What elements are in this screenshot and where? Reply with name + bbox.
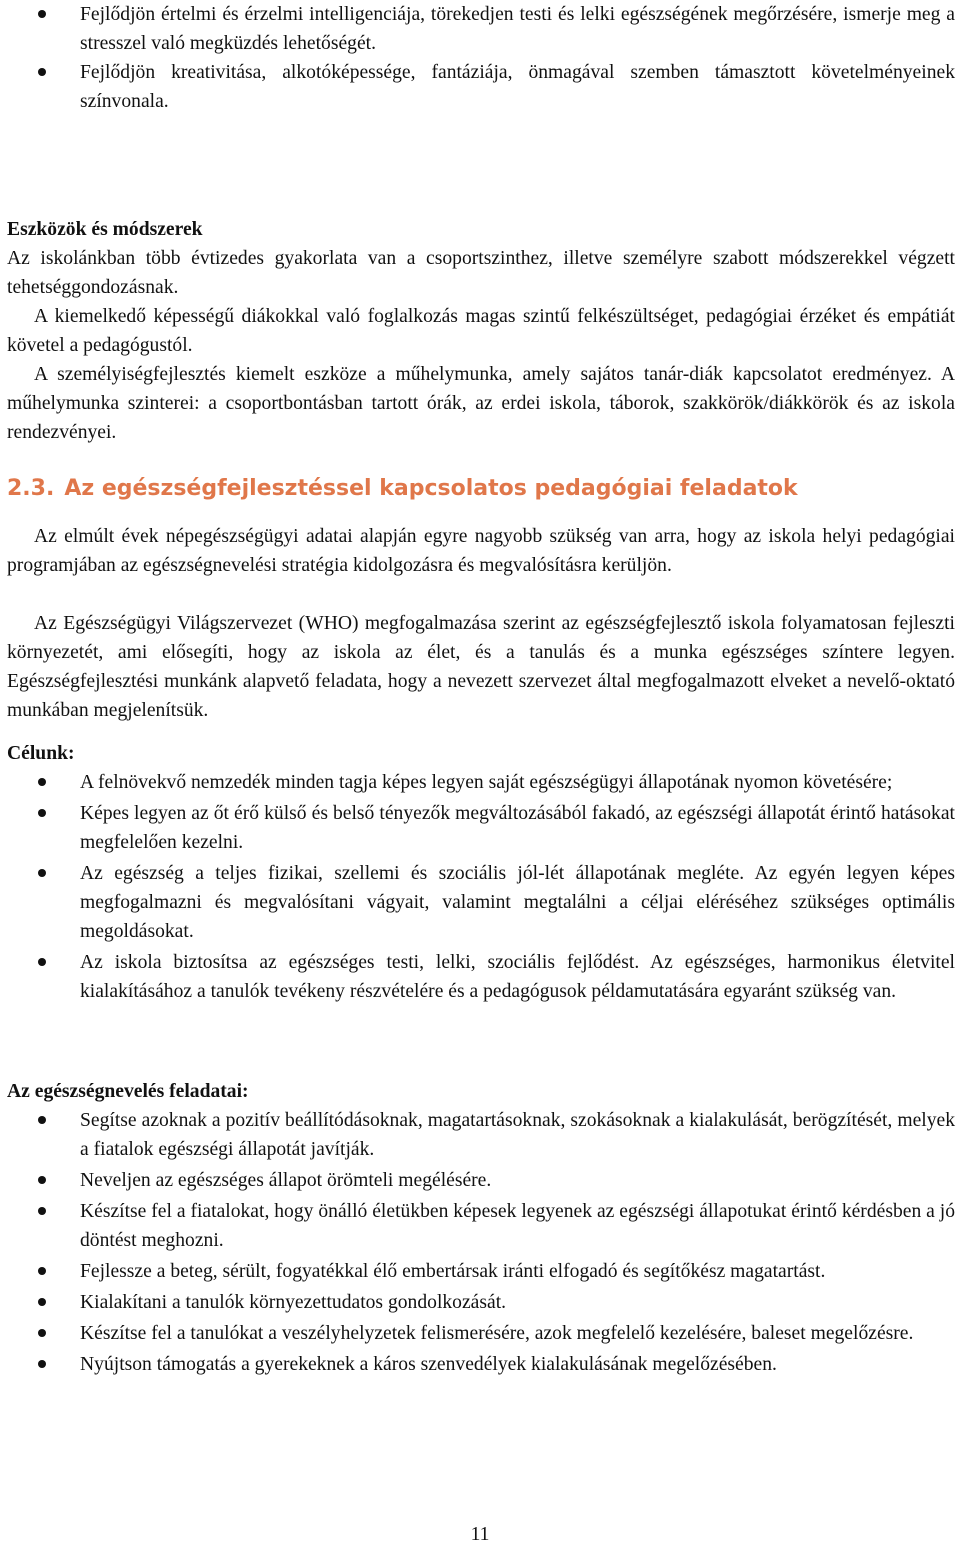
list-item-text: Az egészség a teljes fizikai, szellemi és szociális jól-lét állapotának megléte. Az egyén legyen képes megfogalmazni és megvalósítani vágyait, valamint megtalálni a céljai eléréséhez szükséges optimális megoldásokat. [80, 863, 955, 942]
list-item-text: Kialakítani a tanulók környezettudatos gondolkozását. [80, 1292, 507, 1313]
bullet-icon [38, 1360, 46, 1368]
bullet-icon [38, 809, 46, 817]
tasks-list [0, 1106, 955, 1379]
section-paragraph-1: Az elmúlt évek népegészségügyi adatai alapján egyre nagyobb szükség van arra, hogy az iskola helyi pedagógiai programjában az egészségnevelési stratégia kidolgozásra és megvalósításra kerüljön. [7, 526, 955, 576]
list-item [0, 859, 955, 946]
tools-paragraph-2: A kiemelkedő képességű diákokkal való foglalkozás magas szintű felkészültséget, pedagógiai érzéket és empátiát követel a pedagógustól. [7, 306, 955, 356]
list-item-text: Képes legyen az őt érő külső és belső tényezők megváltozásából fakadó, az egészségi állapotát érintő hatásokat megfelelően kezelni. [80, 803, 955, 853]
section-title-text: Az egészségfejlesztéssel kapcsolatos pedagógiai feladatok [64, 476, 798, 501]
list-item [0, 948, 955, 1006]
tools-paragraph-1: Az iskolánkban több évtizedes gyakorlata van a csoportszinthez, illetve személyre szabott módszerekkel végzett tehetséggondozásnak. [7, 248, 955, 298]
list-item [0, 1288, 955, 1317]
list-item-text: Fejlessze a beteg, sérült, fogyatékkal élő embertársak iránti elfogadó és segítőkész magatartást. [80, 1261, 826, 1282]
list-item-text: Segítse azoknak a pozitív beállítódásoknak, magatartásoknak, szokásoknak a kialakulását, berögzítését, melyek a fiatalok egészségi állapotát javítják. [80, 1110, 955, 1160]
bullet-icon [38, 778, 46, 786]
section-number: 2.3. [7, 476, 55, 501]
tools-heading: Eszközök és módszerek [7, 219, 203, 240]
list-item [0, 1257, 955, 1286]
list-item-text: Készítse fel a fiatalokat, hogy önálló életükben képesek legyenek az egészségi állapotukat érintő kérdésben a jó döntést meghozni. [80, 1201, 955, 1251]
goals-list [0, 768, 955, 1006]
bullet-icon [38, 1329, 46, 1337]
goals-heading: Célunk: [7, 743, 75, 764]
list-item-text: Fejlődjön kreativitása, alkotóképessége, fantáziája, önmagával szemben támasztott követelményeinek színvonala. [80, 62, 955, 112]
list-item-text: Neveljen az egészséges állapot örömteli megélésére. [80, 1170, 492, 1191]
intro-bullet-list [0, 0, 955, 116]
list-item [0, 58, 955, 116]
list-item [0, 1166, 955, 1195]
bullet-icon [38, 869, 46, 877]
section-title [7, 474, 798, 504]
list-item [0, 0, 955, 58]
list-item-text: A felnövekvő nemzedék minden tagja képes legyen saját egészségügyi állapotának nyomon követésére; [80, 772, 893, 793]
bullet-icon [38, 1207, 46, 1215]
bullet-icon [38, 958, 46, 966]
list-item [0, 799, 955, 857]
section-paragraph-2: Az Egészségügyi Világszervezet (WHO) megfogalmazása szerint az egészségfejlesztő iskola folyamatosan fejleszti környezetét, ami elősegíti, hogy az iskola az élet, és a tanulás és a munka egészséges színtere legyen. Egészségfejlesztési munkánk alapvető feladata, hogy a nevezett szervezet által megfogalmazott elveket a nevelő-oktató munkában megjelenítsük. [7, 613, 955, 721]
bullet-icon [38, 1176, 46, 1184]
bullet-icon [38, 1116, 46, 1124]
bullet-icon [38, 1267, 46, 1275]
bullet-icon [38, 1298, 46, 1306]
tools-paragraph-3: A személyiségfejlesztés kiemelt eszköze a műhelymunka, amely sajátos tanár-diák kapcsolatot eredményez. A műhelymunka szinterei: a csoportbontásban tartott órák, az erdei iskola, táborok, szakkörök/diákkörök és az iskola rendezvényei. [7, 364, 955, 443]
list-item-text: Fejlődjön értelmi és érzelmi intelligenciája, törekedjen testi és lelki egészségének megőrzésére, ismerje meg a stresszel való megküzdés lehetőségét. [80, 4, 955, 54]
tasks-heading: Az egészségnevelés feladatai: [7, 1081, 249, 1102]
list-item [0, 1319, 955, 1348]
list-item [0, 1106, 955, 1164]
list-item [0, 1350, 955, 1379]
list-item-text: Az iskola biztosítsa az egészséges testi, lelki, szociális fejlődést. Az egészséges, harmonikus életvitel kialakításához a tanulók tevékeny részvételére és a pedagógusok példamutatására egyaránt szükség van. [80, 952, 955, 1002]
bullet-icon [38, 68, 46, 76]
list-item [0, 1197, 955, 1255]
list-item [0, 768, 955, 797]
page-number: 11 [470, 1524, 490, 1545]
list-item-text: Nyújtson támogatás a gyerekeknek a káros szenvedélyek kialakulásának megelőzésében. [80, 1354, 777, 1375]
bullet-icon [38, 10, 46, 18]
list-item-text: Készítse fel a tanulókat a veszélyhelyzetek felismerésére, azok megfelelő kezelésére, baleset megelőzésre. [80, 1323, 914, 1344]
